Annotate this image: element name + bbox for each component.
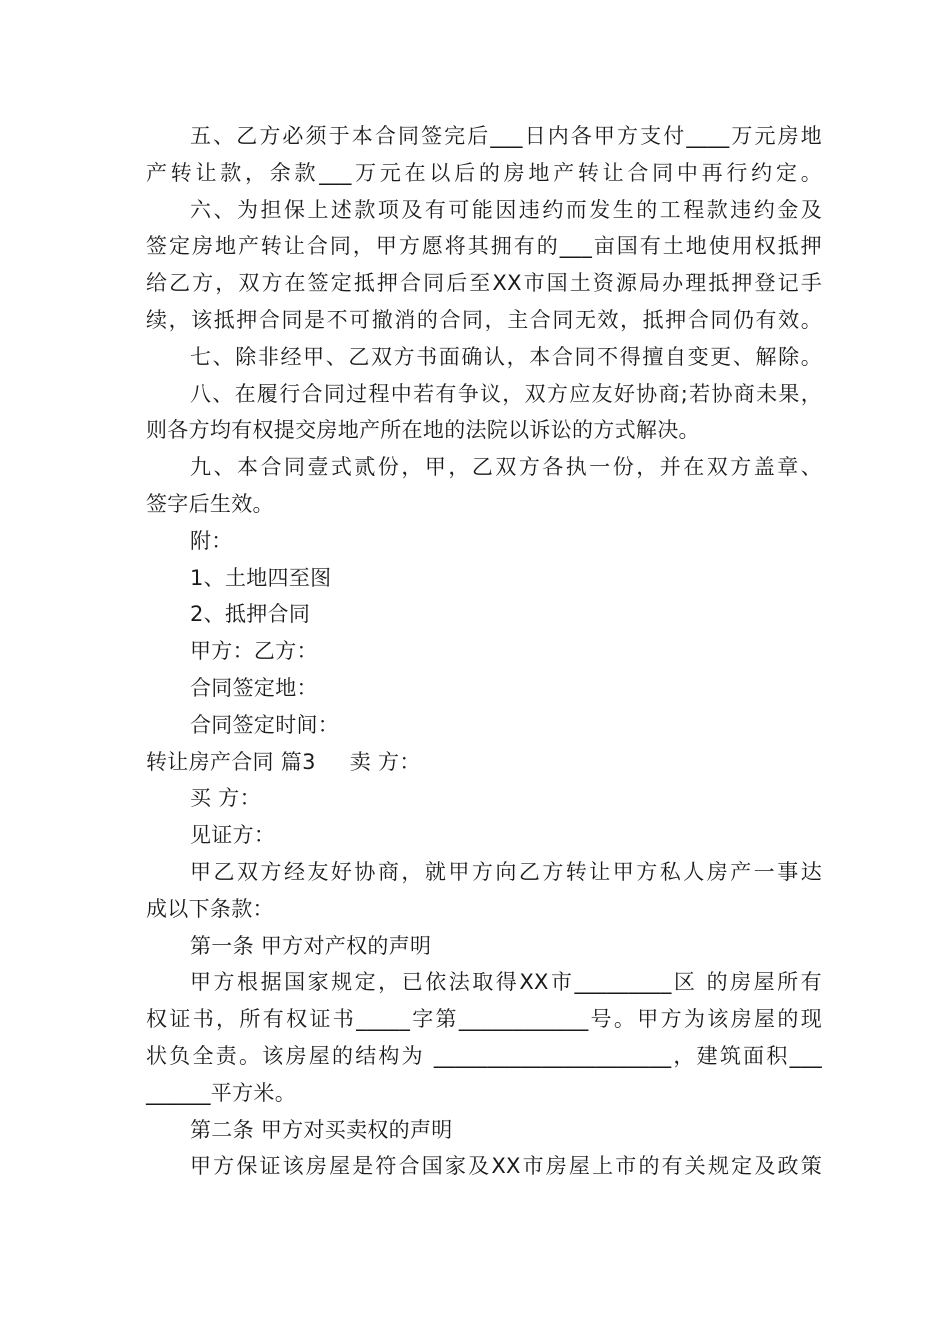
preamble-line-1: 甲乙双方经友好协商，就甲方向乙方转让甲方私人房产一事达 (190, 859, 822, 884)
article-1-line-3: 状负全责。该房屋的结构为 ______________________，建筑面积___ (146, 1043, 822, 1068)
witness-label: 见证方： (190, 823, 276, 848)
section-heading-line (146, 744, 822, 781)
clause-8-line-1: 八、在履行合同过程中若有争议，双方应友好协商;若协商未果， (190, 381, 822, 406)
article-1-heading: 第一条 甲方对产权的声明 (190, 933, 432, 958)
clause-9-line-1: 九、本合同壹式贰份，甲，乙双方各执一份，并在双方盖章、 (190, 455, 822, 480)
clause-8-line-2: 则各方均有权提交房地产所在地的法院以诉讼的方式解决。 (146, 418, 700, 443)
clause-9-line-2: 签字后生效。 (146, 491, 274, 516)
appendix-label: 附： (190, 528, 233, 553)
article-2-line-1: 甲方保证该房屋是符合国家及XX市房屋上市的有关规定及政策 (190, 1154, 822, 1179)
article-1-line-2: 权证书，所有权证书_____字第____________号。甲方为该房屋的现 (146, 1007, 822, 1032)
article-1-line-1: 甲方根据国家规定，已依法取得XX市_________区 的房屋所有 (190, 970, 822, 995)
clause-6-line-2: 签定房地产转让合同，甲方愿将其拥有的___亩国有土地使用权抵押 (146, 234, 822, 259)
clause-6-line-4: 续，该抵押合同是不可撤消的合同，主合同无效，抵押合同仍有效。 (146, 307, 822, 332)
signing-time-line: 合同签定时间： (190, 712, 340, 737)
article-2-heading: 第二条 甲方对买卖权的声明 (190, 1117, 453, 1142)
clause-7-line-1: 七、除非经甲、乙双方书面确认，本合同不得擅自变更、解除。 (190, 344, 822, 369)
article-1-line-4: ______平方米。 (146, 1080, 296, 1105)
contract-body (146, 118, 822, 1185)
parties-signature-line: 甲方：乙方： (190, 639, 318, 664)
clause-6-line-3: 给乙方，双方在签定抵押合同后至XX市国土资源局办理抵押登记手 (146, 271, 822, 296)
seller-label: 卖 方： (349, 749, 421, 774)
preamble-line-2: 成以下条款： (146, 896, 274, 921)
clause-5-line-2: 产转让款，余款___万元在以后的房地产转让合同中再行约定。 (146, 160, 822, 185)
appendix-item-1: 1、土地四至图 (190, 565, 332, 590)
section-heading: 转让房产合同 篇3 (146, 749, 316, 774)
clause-6-line-1: 六、为担保上述款项及有可能因违约而发生的工程款违约金及 (190, 197, 822, 222)
clause-5-line-1: 五、乙方必须于本合同签完后___日内各甲方支付____万元房地 (190, 124, 822, 148)
signing-place-line: 合同签定地： (190, 675, 318, 700)
appendix-item-2: 2、抵押合同 (190, 602, 311, 627)
buyer-label: 买 方： (190, 786, 261, 811)
